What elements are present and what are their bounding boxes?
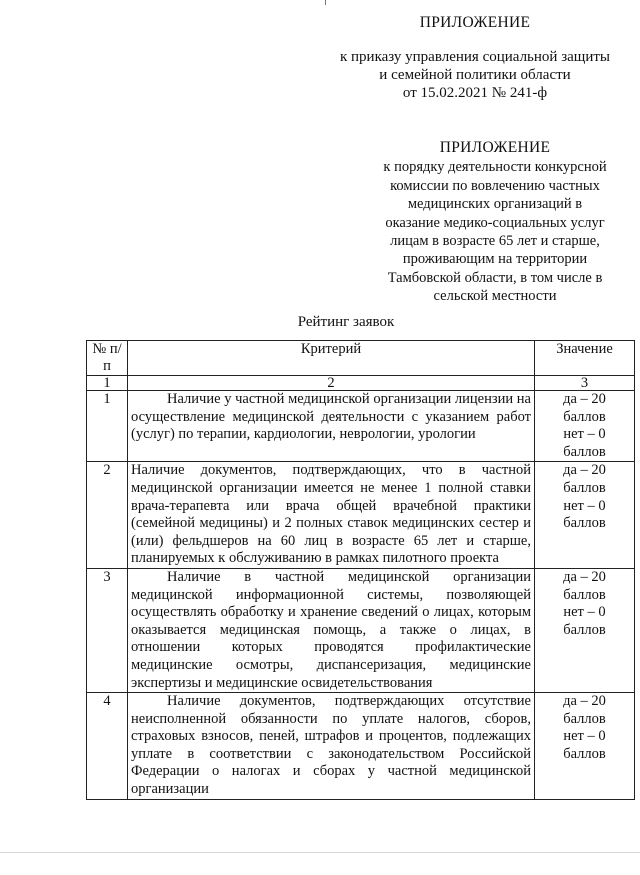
- appendix-line: сельской местности: [433, 288, 557, 305]
- value-line: баллов: [563, 443, 606, 460]
- appendix-line: комиссии по вовлечению частных: [390, 177, 600, 194]
- value-line: да – 20: [563, 693, 606, 710]
- table-row: [87, 568, 635, 692]
- value-cell: [535, 462, 635, 569]
- value-line: баллов: [563, 586, 606, 603]
- value-cell: [535, 693, 635, 800]
- appendix-line: к порядку деятельности конкурсной: [383, 159, 607, 176]
- row-number: 3: [87, 568, 128, 692]
- scan-edge-line: [0, 852, 640, 853]
- value-line: нет – 0: [563, 497, 606, 514]
- criterion-cell: [128, 391, 535, 462]
- appendix-line: к приказу управления социальной защиты: [339, 49, 610, 65]
- appendix-line: и семейной политики области: [379, 67, 571, 83]
- value-line: баллов: [563, 408, 606, 425]
- value-line: баллов: [563, 621, 606, 638]
- criterion-text: Наличие документов, подтверждающих отсутствие неисполненной обязанности по уплате налогов, сборов, страховых взносов, пеней, штрафов и процентов, подлежащих уплате в соответствии с законодательством Российской Федерации о налогах и сборах у частной медицинской организации: [131, 693, 531, 798]
- appendix-line: проживающим на территории: [402, 251, 588, 268]
- appendix-line: медицинских организаций в: [407, 196, 583, 213]
- row-number: 2: [87, 462, 128, 569]
- value-cell: [535, 391, 635, 462]
- criterion-text: Наличие у частной медицинской организации лицензии на осуществление медицинской деятельности с указанием работ (услуг) по терапии, кардиологии, неврологии, урологии: [131, 391, 531, 443]
- column-number: 1: [87, 376, 128, 391]
- value-line: баллов: [563, 710, 606, 727]
- table-row: [87, 391, 635, 462]
- appendix-title: ПРИЛОЖЕНИЕ: [419, 14, 531, 31]
- criterion-text: Наличие документов, подтверждающих, что в частной медицинской организации имеется не менее 1 полной ставки врача-терапевта или врача общей врачебной практики (семейной медицины) и 2 полных ставок медицинских сестер и (или) фельдшеров на 60 лиц в возрасте 65 лет и старше, планируемых к обслуживанию в рамках пилотного проекта: [131, 462, 531, 567]
- appendix-line: оказание медико-социальных услуг: [385, 214, 605, 231]
- column-number-row: [87, 376, 635, 391]
- column-number: 3: [535, 376, 635, 391]
- value-line: баллов: [563, 479, 606, 496]
- scan-mark: [325, 0, 326, 5]
- appendix-line: лицам в возрасте 65 лет и старше,: [390, 233, 600, 250]
- table-header-row: [87, 341, 635, 376]
- rating-table: [86, 340, 635, 800]
- document-title: Рейтинг заявок: [297, 314, 395, 330]
- criterion-cell: [128, 462, 535, 569]
- criterion-cell: [128, 693, 535, 800]
- row-number: 1: [87, 391, 128, 462]
- value-line: нет – 0: [563, 728, 606, 745]
- value-line: баллов: [563, 745, 606, 762]
- row-number: 4: [87, 693, 128, 800]
- column-header-number: № п/п: [87, 341, 128, 376]
- value-line: да – 20: [563, 568, 606, 585]
- column-number: 2: [128, 376, 535, 391]
- criterion-cell: [128, 568, 535, 692]
- column-header-criterion: Критерий: [128, 341, 535, 376]
- column-header-value: Значение: [535, 341, 635, 376]
- value-line: нет – 0: [563, 604, 606, 621]
- appendix-line: Тамбовской области, в том числе в: [387, 269, 603, 286]
- value-line: да – 20: [563, 462, 606, 479]
- criterion-text: Наличие в частной медицинской организации медицинской информационной системы, позволяющей осуществлять обработку и хранение сведений о лицах, которым оказывается медицинская помощь, а также о лицах, в отношении которых проводятся профилактические медицинские осмотры, диспансеризация, медицинские экспертизы и медицинские освидетельствования: [131, 568, 531, 691]
- table-row: [87, 462, 635, 569]
- value-line: баллов: [563, 515, 606, 532]
- appendix-header-procedure: [360, 139, 630, 306]
- table-row: [87, 693, 635, 800]
- appendix-line: от 15.02.2021 № 241-ф: [402, 85, 548, 101]
- appendix-header-order: [330, 14, 620, 102]
- value-cell: [535, 568, 635, 692]
- value-line: да – 20: [563, 391, 606, 407]
- value-line: нет – 0: [563, 426, 606, 443]
- appendix-title: ПРИЛОЖЕНИЕ: [439, 139, 551, 156]
